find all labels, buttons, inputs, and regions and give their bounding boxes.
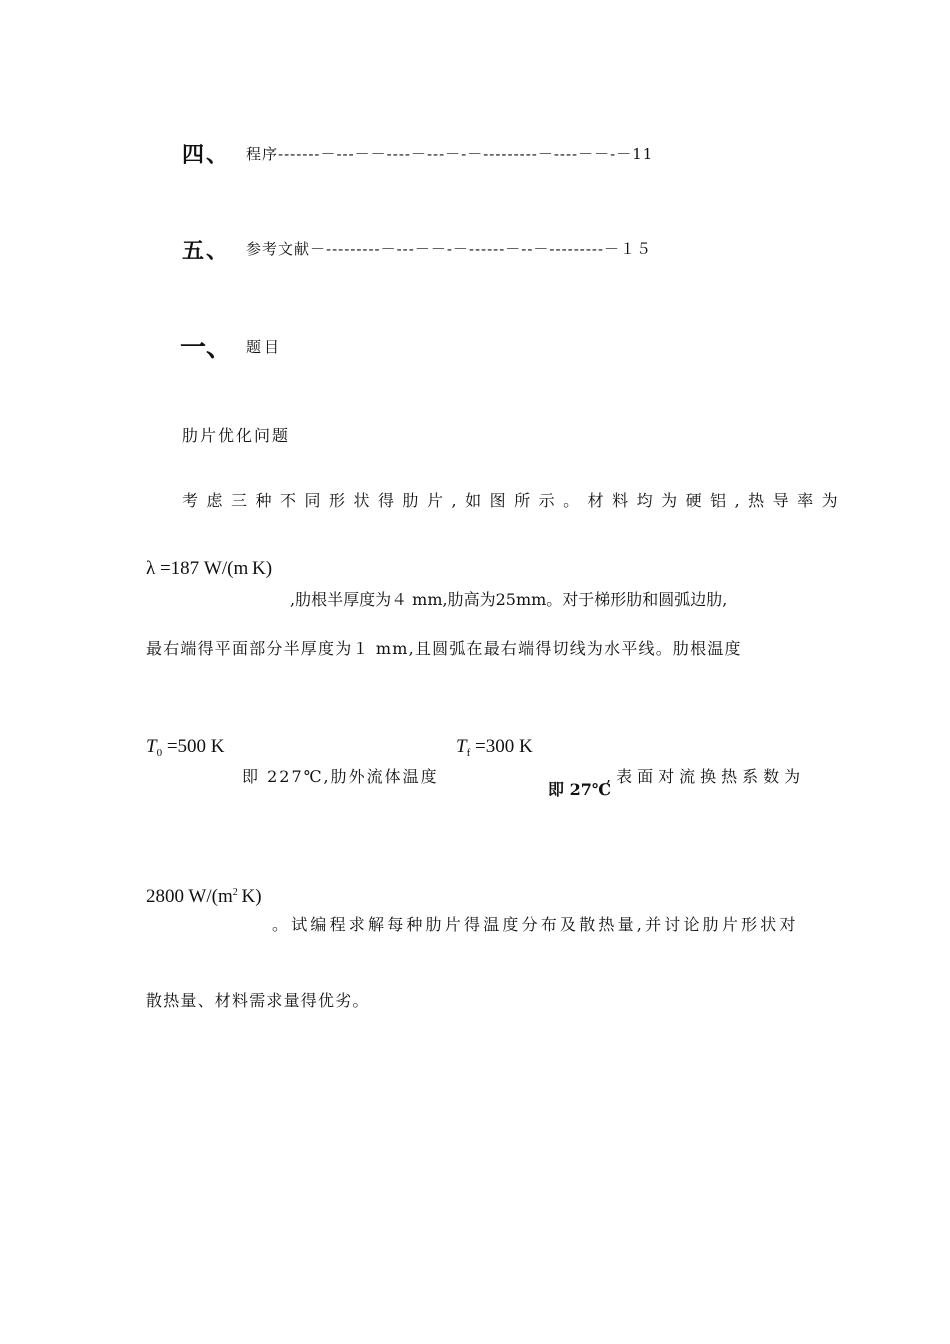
section-number: 一、 xyxy=(180,333,233,363)
paragraph-line-5: 。试编程求解每种肋片得温度分布及散热量,并讨论肋片形状对 xyxy=(272,915,799,934)
root-temperature-formula xyxy=(146,736,225,759)
h-tail: K) xyxy=(237,886,262,907)
problem-subtitle: 肋片优化问题 xyxy=(182,426,291,445)
section-title: 题目 xyxy=(246,338,283,356)
paragraph-line-2: ,肋根半厚度为４ mm,肋高为25mm。对于梯形肋和圆弧边肋, xyxy=(290,590,728,609)
root-temperature-celsius: 即 227℃,肋外流体温度 xyxy=(242,767,439,786)
fluid-temperature-formula xyxy=(456,736,533,759)
fluid-temperature-celsius: 即 27℃ xyxy=(548,780,612,799)
toc-number-4: 四、 xyxy=(182,142,231,168)
thermal-conductivity-formula: λ =187 W/(m K) xyxy=(146,558,273,579)
paragraph-line-6: 散热量、材料需求量得优劣。 xyxy=(146,991,370,1010)
tf-symbol: T xyxy=(456,736,467,757)
toc-entry-program: 程序-------－---－－----－---－-－---------－----－－-－11 xyxy=(246,145,654,163)
h-superscript: 2 xyxy=(232,887,238,898)
t0-symbol: T xyxy=(146,736,157,757)
toc-entry-references: 参考文献－---------－---－－-－------－--－---------－１５ xyxy=(246,240,653,258)
tf-subscript: f xyxy=(466,747,471,759)
paragraph-line-3: 最右端得平面部分半厚度为１ mm,且圆弧在最右端得切线为水平线。肋根温度 xyxy=(146,639,742,658)
paragraph-line-1: 考虑三种不同形状得肋片,如图所示。材料均为硬铝,热导率为 xyxy=(182,491,847,510)
t0-subscript: 0 xyxy=(156,747,163,759)
convection-coefficient-formula xyxy=(146,886,262,908)
toc-number-5: 五、 xyxy=(182,238,231,264)
paragraph-line-4-tail: ,表面对流换热系数为 xyxy=(606,767,806,786)
h-value: 2800 W/(m xyxy=(146,886,233,907)
t0-value: =500 K xyxy=(166,736,225,757)
tf-value: =300 K xyxy=(475,736,533,757)
